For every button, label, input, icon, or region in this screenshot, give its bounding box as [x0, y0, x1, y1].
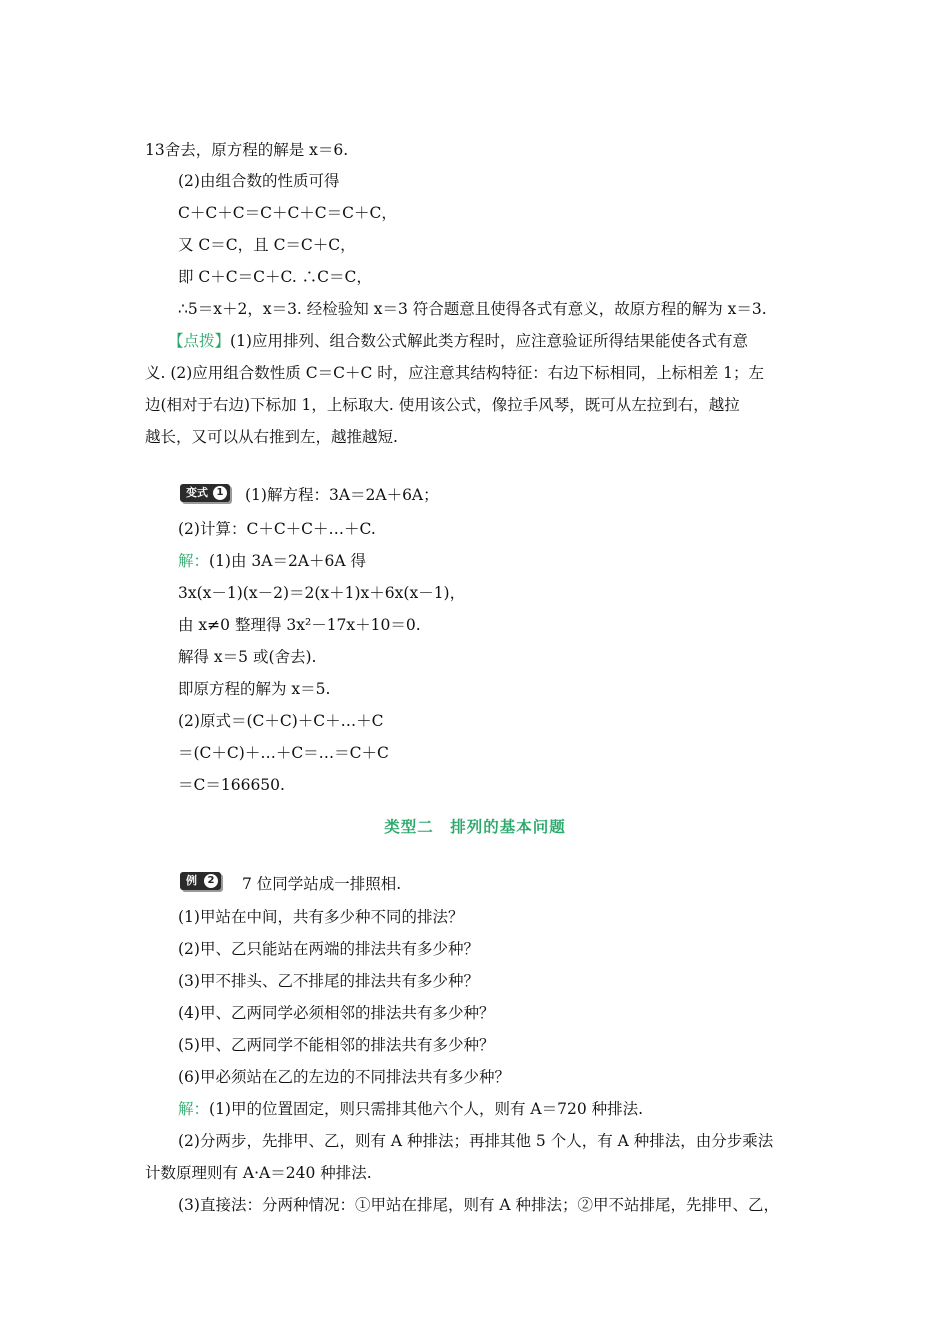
text-line: ＝C＝166650. — [178, 776, 285, 794]
text-line: (2)甲、乙只能站在两端的排法共有多少种？ — [178, 940, 479, 958]
text-line: (2)由组合数的性质可得 — [178, 172, 340, 190]
text-line: (4)甲、乙两同学必须相邻的排法共有多少种？ — [178, 1004, 495, 1022]
example-badge — [180, 872, 221, 890]
solution-label: 解： — [178, 1100, 210, 1118]
text-line: (1)甲站在中间，共有多少种不同的排法？ — [178, 908, 464, 926]
text-line: 由 x≠0 整理得 3x²－17x＋10＝0. — [178, 616, 421, 634]
variant-badge — [180, 484, 230, 502]
example-badge-text: 例 — [186, 874, 197, 887]
text-line: 7 位同学站成一排照相. — [242, 875, 402, 893]
text-line — [178, 1099, 643, 1119]
solution-label: 解： — [178, 552, 210, 570]
solution-text: (1)由 3A＝2A＋6A 得 — [209, 552, 366, 570]
text-line: 解得 x＝5 或(舍去). — [178, 648, 317, 666]
text-line: (2)计算：C＋C＋C＋…＋C. — [178, 520, 376, 538]
variant-badge-number: 1 — [213, 486, 227, 500]
text-line: (1)解方程：3A＝2A＋6A； — [245, 486, 439, 504]
text-line: 即原方程的解为 x＝5. — [178, 680, 331, 698]
text-line: (3)甲不排头、乙不排尾的排法共有多少种？ — [178, 972, 479, 990]
text-line: (2)原式＝(C＋C)＋C＋…＋C — [178, 712, 384, 730]
solution-text: (1)甲的位置固定，则只需排其他六个人，则有 A＝720 种排法. — [209, 1100, 644, 1118]
text-line: 计数原理则有 A·A＝240 种排法. — [145, 1164, 372, 1182]
text-line: 义. (2)应用组合数性质 C＝C＋C 时，应注意其结构特征：右边下标相同，上标相差 1；左 — [145, 364, 765, 382]
text-line: (6)甲必须站在乙的左边的不同排法共有多少种？ — [178, 1068, 510, 1086]
text-line: ＝(C＋C)＋…＋C＝…＝C＋C — [178, 744, 389, 762]
text-line: (2)分两步，先排甲、乙，则有 A 种排法；再排其他 5 个人，有 A 种排法，由分步乘法 — [178, 1132, 774, 1150]
section-heading: 类型二 排列的基本问题 — [384, 818, 566, 836]
text-line: 13舍去，原方程的解是 x＝6. — [145, 141, 349, 159]
tip-label: 【点拨】 — [168, 332, 231, 350]
text-line: 越长，又可以从右推到左，越推越短. — [145, 428, 398, 446]
text-line: 边(相对于右边)下标加 1，上标取大. 使用该公式，像拉手风琴，既可从左拉到右，越拉 — [145, 396, 740, 414]
text-line — [178, 551, 366, 571]
variant-badge-text: 变式 — [186, 486, 208, 499]
text-line: C＋C＋C＝C＋C＋C＝C＋C， — [178, 204, 397, 222]
text-line: 又 C＝C，且 C＝C＋C， — [178, 236, 356, 254]
tip-paragraph — [168, 331, 748, 351]
text-line: ∴5＝x＋2，x＝3. 经检验知 x＝3 符合题意且使得各式有意义，故原方程的解为 x＝3. — [178, 300, 767, 318]
tip-text: (1)应用排列、组合数公式解此类方程时，应注意验证所得结果能使各式有意 — [230, 332, 748, 350]
example-badge-number: 2 — [204, 874, 218, 888]
text-line: (5)甲、乙两同学不能相邻的排法共有多少种？ — [178, 1036, 495, 1054]
text-line: (3)直接法：分两种情况：①甲站在排尾，则有 A 种排法；②甲不站排尾，先排甲、乙， — [178, 1196, 780, 1214]
text-line: 即 C＋C＝C＋C. ∴C＝C， — [178, 268, 372, 286]
text-line: 3x(x－1)(x－2)＝2(x＋1)x＋6x(x－1)， — [178, 584, 466, 602]
